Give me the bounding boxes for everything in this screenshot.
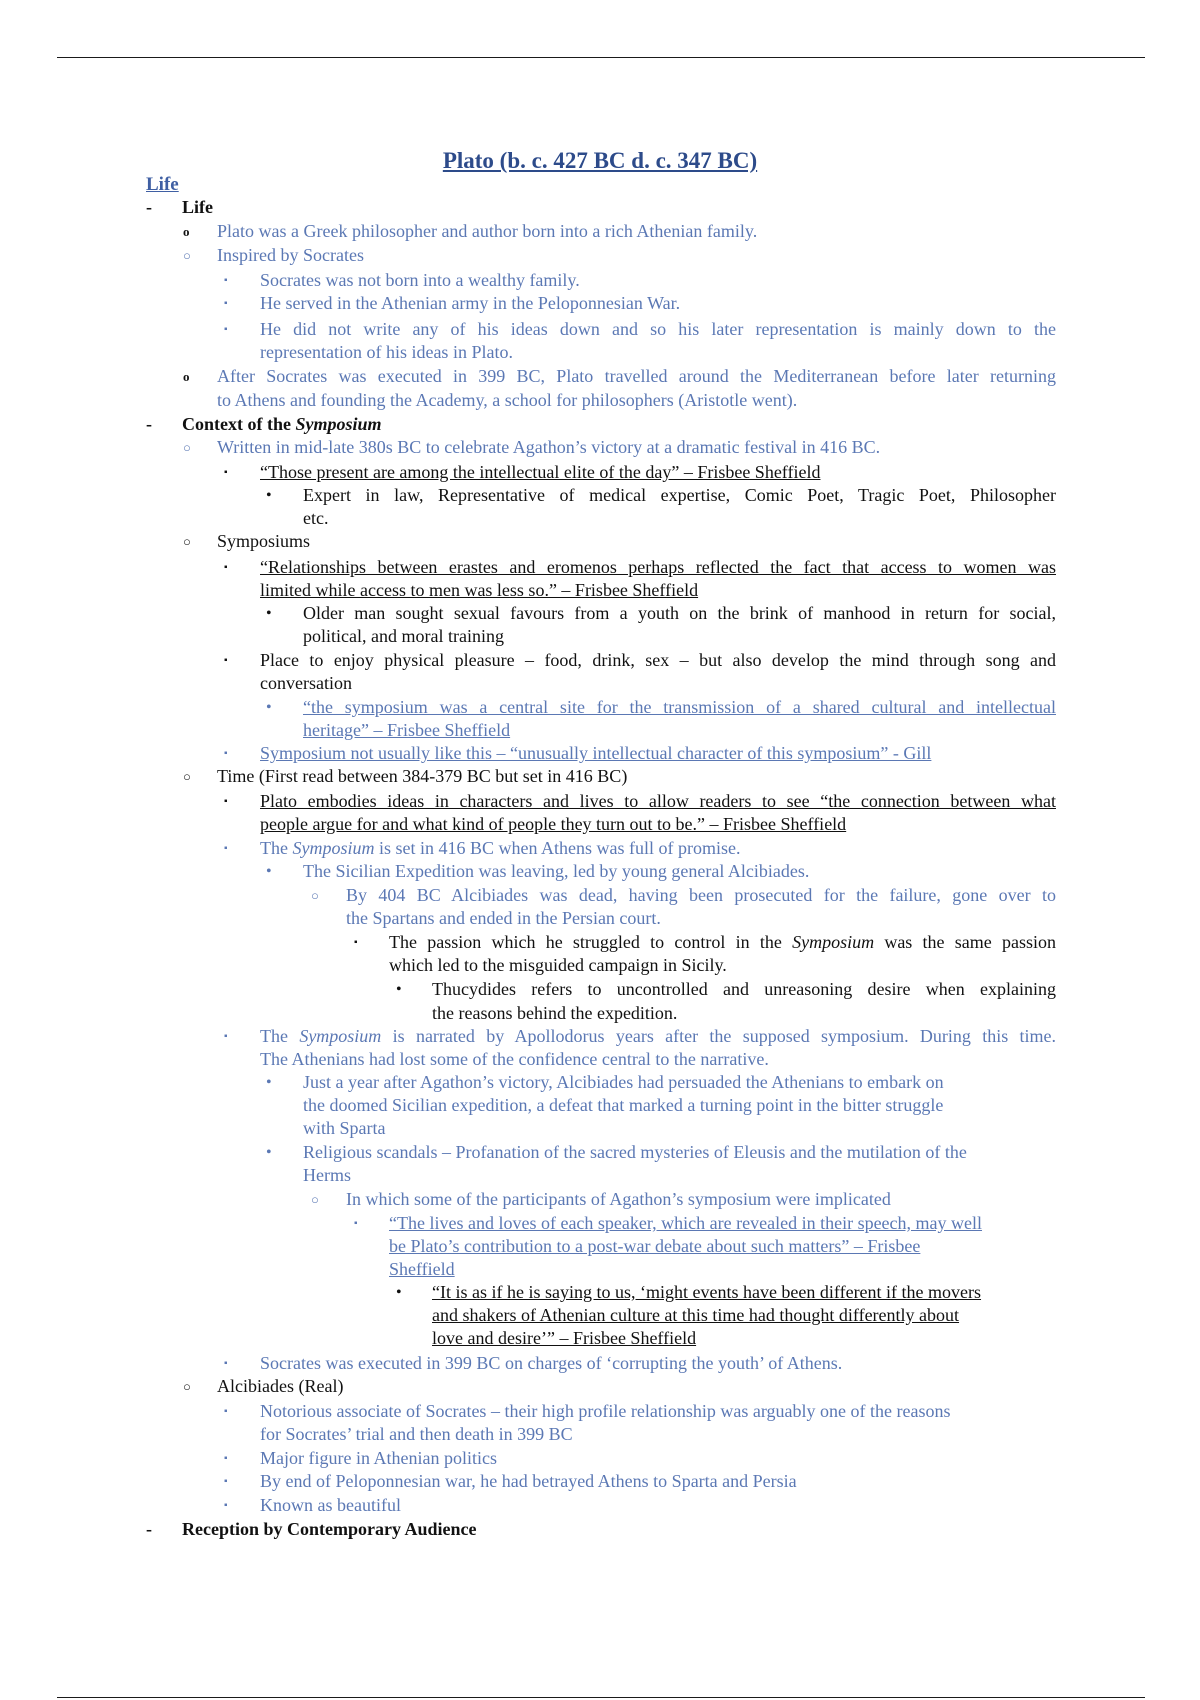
quote-item: “It is as if he is saying to us, ‘might events have been different if the movers xyxy=(432,1282,982,1302)
list-item: The passion which he struggled to control in the Symposium was the same passion xyxy=(389,932,1056,952)
dash-marker: - xyxy=(146,197,152,217)
list-item-continued: representation of his ideas in Plato. xyxy=(260,342,513,362)
circle-marker: ○ xyxy=(183,534,191,549)
list-item-continued: to Athens and founding the Academy, a school for philosophers (Aristotle went). xyxy=(217,390,798,410)
list-item: Notorious associate of Socrates – their high profile relationship was arguably one of the reasons xyxy=(260,1401,951,1421)
quote-item-continued: Sheffield xyxy=(389,1259,455,1279)
square-marker: ▪ xyxy=(224,796,228,807)
list-item: Socrates was not born into a wealthy family. xyxy=(260,270,580,290)
list-item: Known as beautiful xyxy=(260,1495,401,1515)
dot-marker: • xyxy=(266,605,272,622)
square-marker: ▪ xyxy=(224,1406,228,1417)
section-heading-life: Life xyxy=(146,174,179,195)
quote-item: Plato embodies ideas in characters and lives to allow readers to see “the connection between what xyxy=(260,791,1056,811)
top-rule xyxy=(57,57,1145,58)
list-item: Thucydides refers to uncontrolled and unreasoning desire when explaining xyxy=(432,979,1056,999)
dot-marker: • xyxy=(266,863,272,880)
list-item-continued: etc. xyxy=(303,508,329,528)
list-item-continued: the Spartans and ended in the Persian court. xyxy=(346,908,661,928)
list-item-continued: political, and moral training xyxy=(303,626,504,646)
list-item: By end of Peloponnesian war, he had betrayed Athens to Sparta and Persia xyxy=(260,1471,797,1491)
list-item: The Symposium is set in 416 BC when Athens was full of promise. xyxy=(260,838,741,858)
bottom-rule xyxy=(57,1697,1145,1698)
list-item: Alcibiades (Real) xyxy=(217,1376,344,1396)
quote-item-continued: people argue for and what kind of people they turn out to be.” – Frisbee Sheffield xyxy=(260,814,847,834)
quote-item-continued: love and desire’” – Frisbee Sheffield xyxy=(432,1328,697,1348)
circle-marker: ○ xyxy=(183,1379,191,1394)
list-item: Socrates was executed in 399 BC on charges of ‘corrupting the youth’ of Athens. xyxy=(260,1353,843,1373)
list-item: Inspired by Socrates xyxy=(217,245,364,265)
square-marker: ▪ xyxy=(224,1476,228,1487)
square-marker: ▪ xyxy=(224,275,228,286)
square-marker: ▪ xyxy=(224,1500,228,1511)
dash-marker: - xyxy=(146,1519,152,1539)
list-item: Time (First read between 384-379 BC but set in 416 BC) xyxy=(217,766,628,786)
circle-marker: o xyxy=(183,224,190,239)
circle-marker: o xyxy=(183,369,190,384)
list-item: Just a year after Agathon’s victory, Alcibiades had persuaded the Athenians to embark on xyxy=(303,1072,944,1092)
quote-item-continued: be Plato’s contribution to a post-war debate about such matters” – Frisbee xyxy=(389,1236,921,1256)
quote-item: Symposium not usually like this – “unusually intellectual character of this symposium” - Gill xyxy=(260,743,932,763)
list-item: Written in mid-late 380s BC to celebrate Agathon’s victory at a dramatic festival in 416 BC. xyxy=(217,437,881,457)
heading-life: Life xyxy=(182,197,213,217)
circle-marker: ○ xyxy=(311,888,319,903)
square-marker: ▪ xyxy=(224,1358,228,1369)
list-item: By 404 BC Alcibiades was dead, having been prosecuted for the failure, gone over to xyxy=(346,885,1056,905)
dot-marker: • xyxy=(266,1144,272,1161)
heading-reception: Reception by Contemporary Audience xyxy=(182,1519,477,1539)
dot-marker: • xyxy=(266,1074,272,1091)
list-item-continued: the doomed Sicilian expedition, a defeat that marked a turning point in the bitter struggle xyxy=(303,1095,944,1115)
quote-item-continued: heritage” – Frisbee Sheffield xyxy=(303,720,511,740)
list-item: Major figure in Athenian politics xyxy=(260,1448,497,1468)
list-item-continued: with Sparta xyxy=(303,1118,386,1138)
list-item-continued: the reasons behind the expedition. xyxy=(432,1003,678,1023)
circle-marker: ○ xyxy=(311,1192,319,1207)
square-marker: ▪ xyxy=(224,748,228,759)
square-marker: ▪ xyxy=(224,655,228,666)
dot-marker: • xyxy=(266,699,272,716)
quote-item-continued: limited while access to men was less so.” – Frisbee Sheffield xyxy=(260,580,699,600)
quote-item: “the symposium was a central site for the transmission of a shared cultural and intellectual xyxy=(303,697,1056,717)
quote-item-continued: and shakers of Athenian culture at this time had thought differently about xyxy=(432,1305,960,1325)
dot-marker: • xyxy=(396,1284,402,1301)
list-item-continued: conversation xyxy=(260,673,352,693)
list-item: Place to enjoy physical pleasure – food, drink, sex – but also develop the mind through song and xyxy=(260,650,1056,670)
list-item: He did not write any of his ideas down and so his later representation is mainly down to the xyxy=(260,319,1056,339)
list-item: Plato was a Greek philosopher and author born into a rich Athenian family. xyxy=(217,221,758,241)
square-marker: ▪ xyxy=(224,843,228,854)
square-marker: ▪ xyxy=(354,1218,358,1229)
square-marker: ▪ xyxy=(354,937,358,948)
list-item: In which some of the participants of Agathon’s symposium were implicated xyxy=(346,1189,891,1209)
square-marker: ▪ xyxy=(224,298,228,309)
list-item-continued: which led to the misguided campaign in Sicily. xyxy=(389,955,727,975)
dot-marker: • xyxy=(266,487,272,504)
square-marker: ▪ xyxy=(224,467,228,478)
list-item: He served in the Athenian army in the Peloponnesian War. xyxy=(260,293,681,313)
list-item: Religious scandals – Profanation of the sacred mysteries of Eleusis and the mutilation of the xyxy=(303,1142,967,1162)
square-marker: ▪ xyxy=(224,562,228,573)
dot-marker: • xyxy=(396,981,402,998)
list-item-continued: The Athenians had lost some of the confidence central to the narrative. xyxy=(260,1049,769,1069)
square-marker: ▪ xyxy=(224,324,228,335)
square-marker: ▪ xyxy=(224,1031,228,1042)
page-title: Plato (b. c. 427 BC d. c. 347 BC) xyxy=(442,148,758,173)
list-item: Older man sought sexual favours from a youth on the brink of manhood in return for social, xyxy=(303,603,1056,623)
circle-marker: ○ xyxy=(183,248,191,263)
square-marker: ▪ xyxy=(224,1453,228,1464)
list-item: The Symposium is narrated by Apollodorus years after the supposed symposium. During this time. xyxy=(260,1026,1057,1046)
quote-item: “Relationships between erastes and eromenos perhaps reflected the fact that access to women was xyxy=(260,557,1056,577)
list-item: After Socrates was executed in 399 BC, Plato travelled around the Mediterranean before later returning xyxy=(217,366,1056,386)
list-item-continued: for Socrates’ trial and then death in 399 BC xyxy=(260,1424,573,1444)
quote-item: “Those present are among the intellectual elite of the day” – Frisbee Sheffield xyxy=(260,462,821,482)
circle-marker: ○ xyxy=(183,769,191,784)
circle-marker: ○ xyxy=(183,440,191,455)
list-item-continued: Herms xyxy=(303,1165,351,1185)
list-item: Symposiums xyxy=(217,531,311,551)
quote-item: “The lives and loves of each speaker, which are revealed in their speech, may well xyxy=(389,1213,983,1233)
list-item: Expert in law, Representative of medical expertise, Comic Poet, Tragic Poet, Philosopher xyxy=(303,485,1056,505)
heading-context: Context of the Symposium xyxy=(182,414,382,434)
dash-marker: - xyxy=(146,414,152,434)
list-item: The Sicilian Expedition was leaving, led by young general Alcibiades. xyxy=(303,861,810,881)
